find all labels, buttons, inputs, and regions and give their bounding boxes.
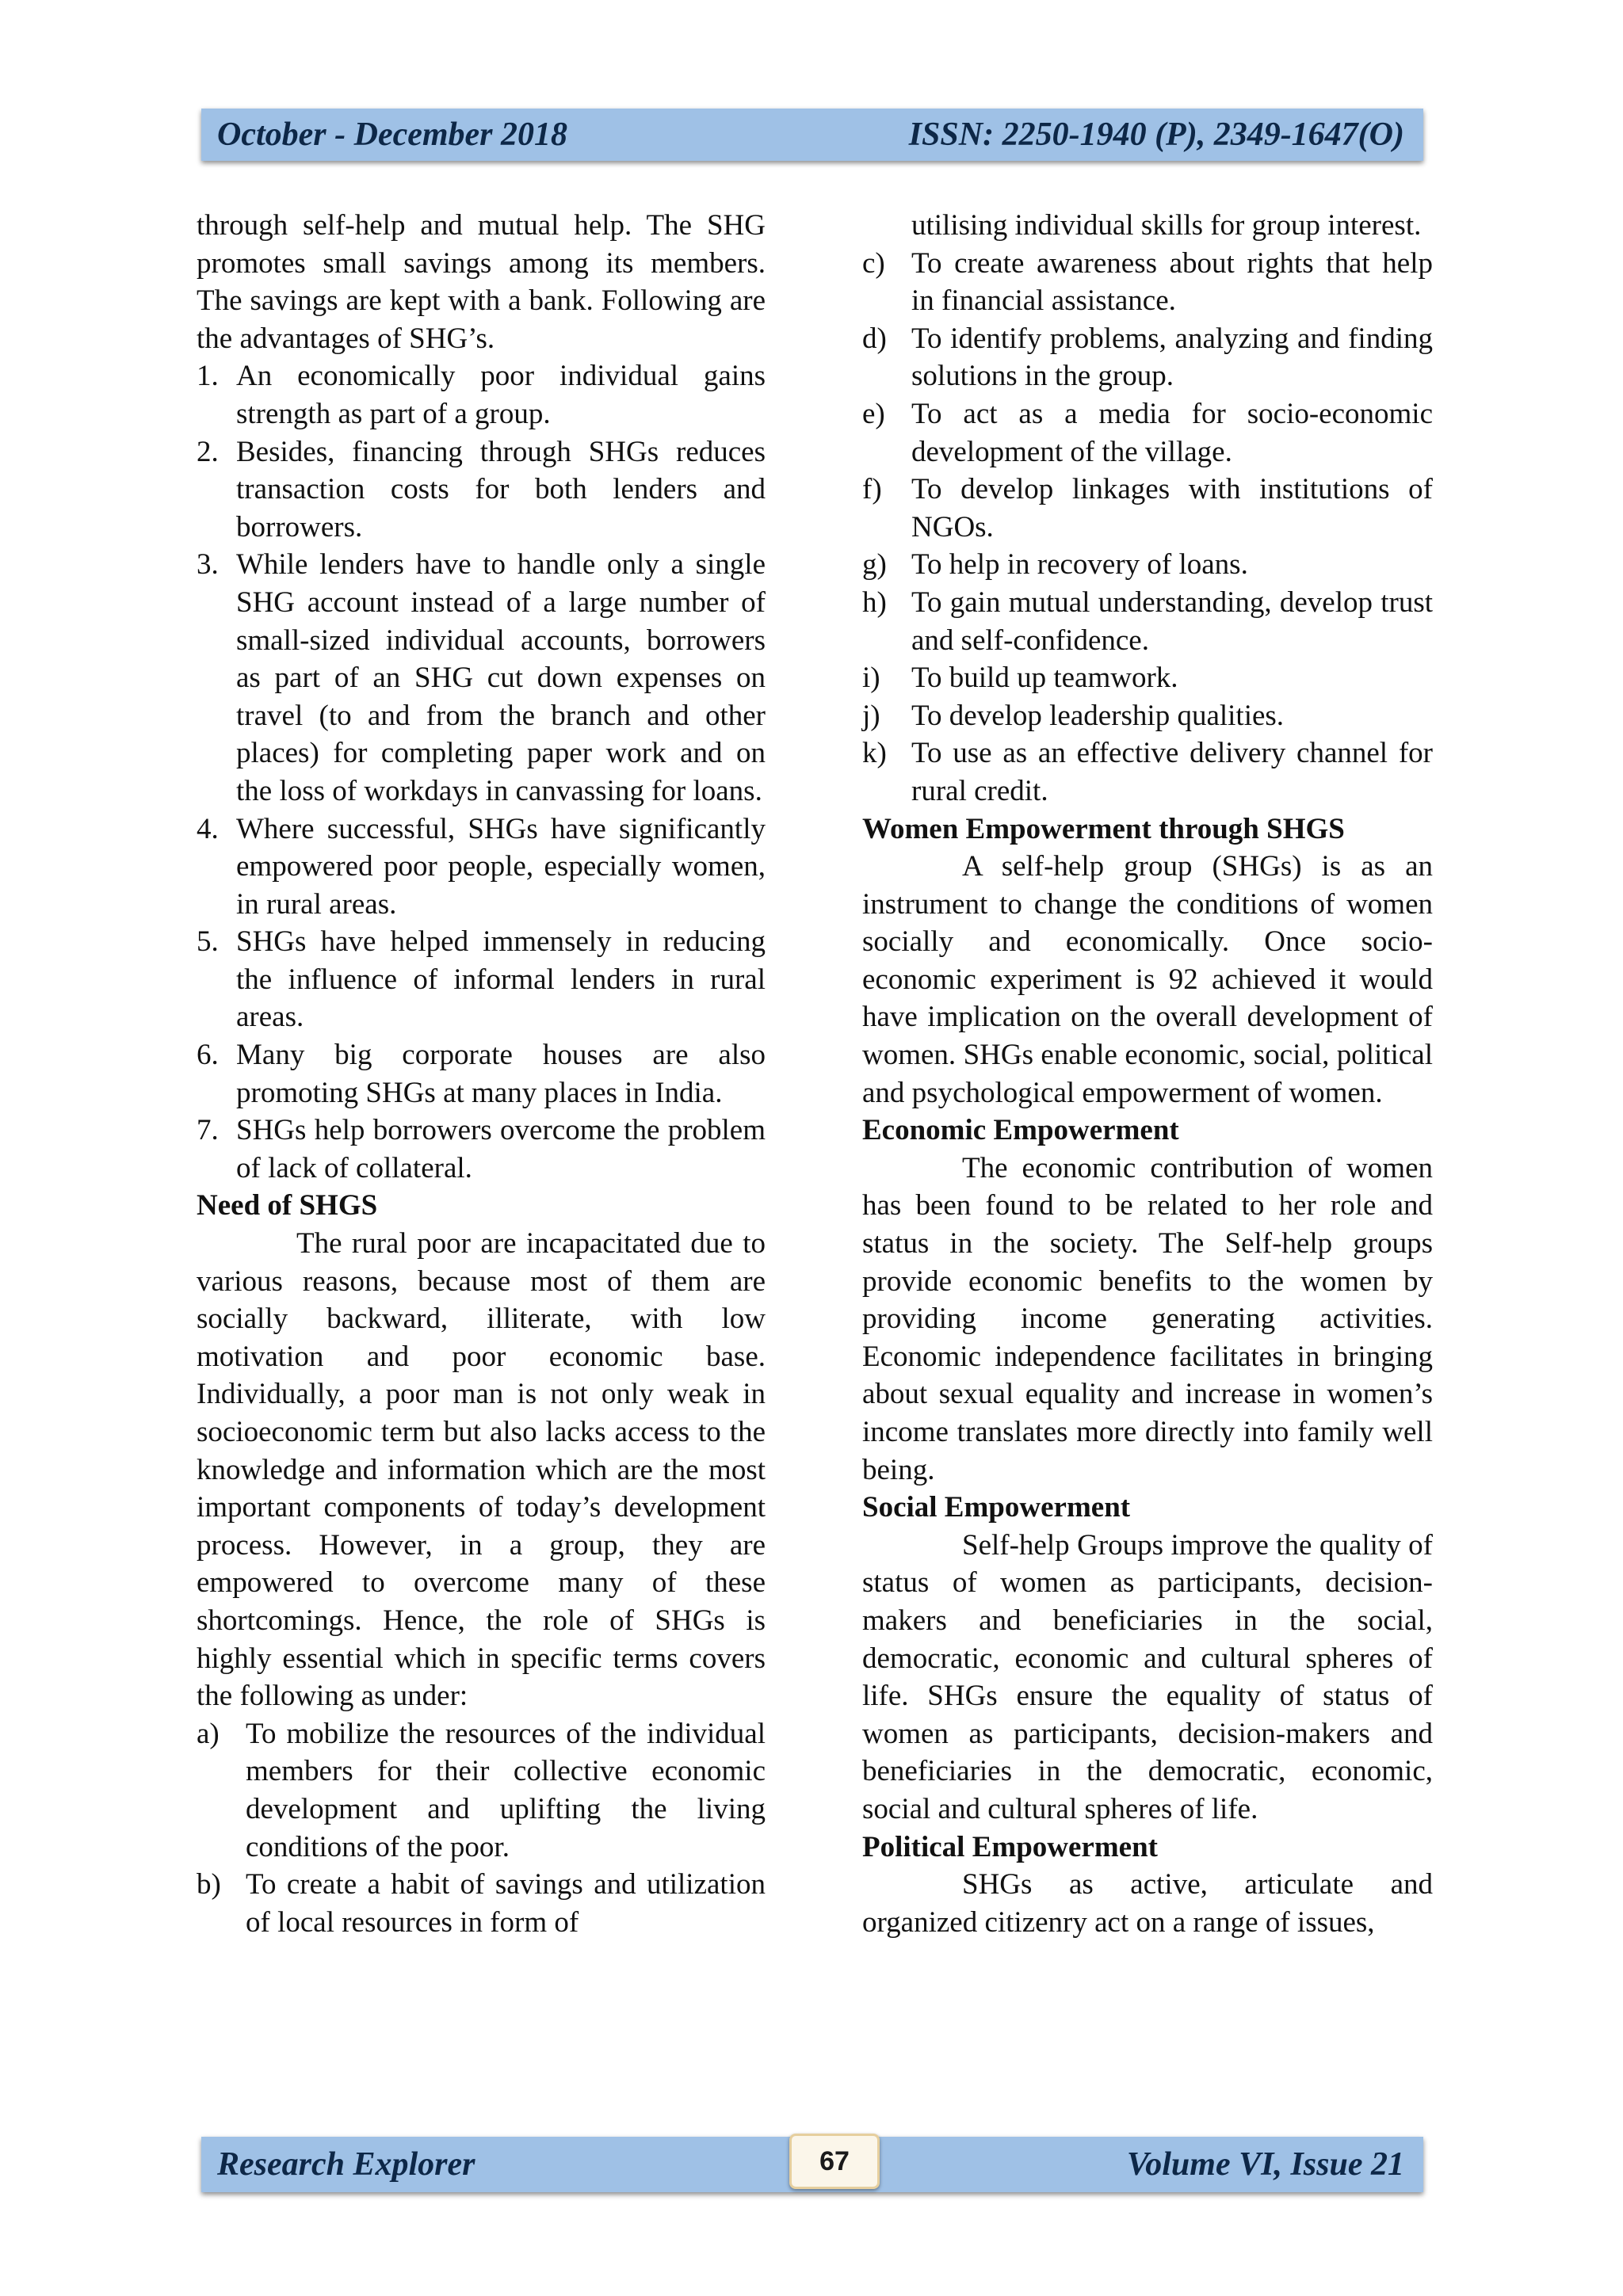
list-marker: e): [862, 397, 885, 430]
list-text: Many big corporate houses are also promoting SHGs at many places in India.: [236, 1039, 766, 1109]
economic-empowerment-paragraph: The economic contribution of women has been found to be related to her role and status in the society. The Self-help groups provide economic benefits to the women by providing income generating activities. Economic independence facilitates in bringing about sexual equality and increase in women’s income translates more directly into family well being.: [862, 1151, 1433, 1486]
list-marker: h): [862, 585, 887, 619]
right-column: [862, 207, 1433, 1941]
political-empowerment-heading: Political Empowerment: [862, 1830, 1158, 1863]
list-text: Besides, financing through SHGs reduces transaction costs for both lenders and borrowers.: [236, 435, 766, 543]
list-text: SHGs help borrowers overcome the problem of lack of collateral.: [236, 1114, 766, 1184]
list-text: To build up teamwork.: [911, 662, 1178, 695]
list-marker: 7.: [197, 1114, 219, 1147]
list-item: [197, 1866, 766, 1941]
objectives-list-right: [862, 245, 1433, 810]
list-item: [197, 1715, 766, 1866]
list-marker: 4.: [197, 812, 219, 845]
economic-empowerment-heading: Economic Empowerment: [862, 1114, 1179, 1147]
list-item: [197, 923, 766, 1036]
list-text: An economically poor individual gains strength as part of a group.: [236, 360, 766, 430]
list-text: To identify problems, analyzing and finding solutions in the group.: [911, 322, 1433, 393]
list-marker: k): [862, 737, 887, 770]
list-item: [862, 584, 1433, 659]
list-marker: c): [862, 246, 885, 280]
list-continuation: utilising individual skills for group interest.: [911, 209, 1422, 242]
list-text: To create a habit of savings and utilization of local resources in form of: [246, 1868, 766, 1939]
list-item: [197, 810, 766, 924]
list-item: [862, 546, 1433, 584]
issue-date: October - December 2018: [217, 116, 568, 153]
list-item: [197, 357, 766, 433]
list-marker: d): [862, 322, 887, 355]
journal-name: Research Explorer: [217, 2146, 475, 2183]
objectives-list-left: [197, 1715, 766, 1942]
volume-issue: Volume VI, Issue 21: [1126, 2146, 1404, 2183]
advantages-list: [197, 357, 766, 1187]
issn-number: ISSN: 2250-1940 (P), 2349-1647(O): [908, 116, 1404, 153]
list-item: [862, 320, 1433, 395]
list-marker: 1.: [197, 360, 219, 393]
list-item: [197, 546, 766, 810]
list-text: To mobilize the resources of the individual members for their collective economic development and uplifting the living conditions of the poor.: [246, 1717, 766, 1863]
list-text: To create awareness about rights that help in financial assistance.: [911, 246, 1433, 318]
list-text: To gain mutual understanding, develop trust and self-confidence.: [911, 585, 1433, 657]
list-text: While lenders have to handle only a single SHG account instead of a large number of small-sized individual accounts, borrowers as part of an SHG cut down expenses on travel (to and from the branch and other places) for completing paper work and on the loss of workdays in canvassing for loans.: [236, 548, 766, 807]
need-heading: Need of SHGS: [197, 1189, 378, 1222]
list-marker: b): [197, 1868, 221, 1901]
page-number: 67: [789, 2134, 880, 2189]
intro-paragraph: through self-help and mutual help. The SHG promotes small savings among its members. The savings are kept with a bank. Following are the advantages of SHG’s.: [197, 209, 766, 355]
political-empowerment-paragraph: SHGs as active, articulate and organized citizenry act on a range of issues,: [862, 1868, 1433, 1939]
list-text: To develop leadership qualities.: [911, 699, 1285, 732]
list-marker: 2.: [197, 435, 219, 468]
social-empowerment-paragraph: Self-help Groups improve the quality of status of women as participants, decision-makers and beneficiaries in the social, democratic, economic and cultural spheres of life. SHGs ensure the equality of status of women as participants, decision-makers and beneficiaries in the democratic, economic, social and cultural spheres of life.: [862, 1528, 1433, 1825]
women-empowerment-heading: Women Empowerment through SHGS: [862, 812, 1345, 845]
list-item: [862, 395, 1433, 471]
women-empowerment-paragraph: A self-help group (SHGs) is as an instrument to change the conditions of women socially and economically. Once socio-economic experiment is 92 achieved it would have implication on the overall development of women. SHGs enable economic, social, political and psychological empowerment of women.: [862, 850, 1433, 1109]
list-marker: i): [862, 662, 880, 695]
list-marker: j): [862, 699, 880, 732]
list-item: [862, 734, 1433, 810]
journal-header-bar: [201, 109, 1423, 161]
list-text: To help in recovery of loans.: [911, 548, 1248, 582]
left-column: [197, 207, 766, 1941]
list-text: To use as an effective delivery channel for rural credit.: [911, 737, 1433, 807]
list-item: [862, 659, 1433, 697]
list-text: Where successful, SHGs have significantly empowered poor people, especially women, in rural areas.: [236, 812, 766, 921]
list-marker: 6.: [197, 1039, 219, 1072]
social-empowerment-heading: Social Empowerment: [862, 1491, 1131, 1524]
list-item: [862, 471, 1433, 546]
list-marker: 3.: [197, 548, 219, 582]
list-text: SHGs have helped immensely in reducing the influence of informal lenders in rural areas.: [236, 925, 766, 1034]
need-paragraph: The rural poor are incapacitated due to various reasons, because most of them are socially backward, illiterate, with low motivation and poor economic base. Individually, a poor man is not only weak in socioeconomic term but also lacks access to the knowledge and information which are the most important components of today’s development process. However, in a group, they are empowered to overcome many of these shortcomings. Hence, the role of SHGs is highly essential which in specific terms covers the following as under:: [197, 1227, 766, 1713]
list-marker: g): [862, 548, 887, 582]
list-item: [862, 697, 1433, 735]
list-item: [197, 1112, 766, 1187]
list-marker: 5.: [197, 925, 219, 959]
list-item: [862, 245, 1433, 320]
list-text: To act as a media for socio-economic development of the village.: [911, 397, 1433, 468]
list-marker: f): [862, 473, 882, 506]
list-item: [197, 1036, 766, 1112]
list-text: To develop linkages with institutions of NGOs.: [911, 473, 1433, 543]
list-marker: a): [197, 1717, 220, 1750]
list-item: [197, 433, 766, 547]
